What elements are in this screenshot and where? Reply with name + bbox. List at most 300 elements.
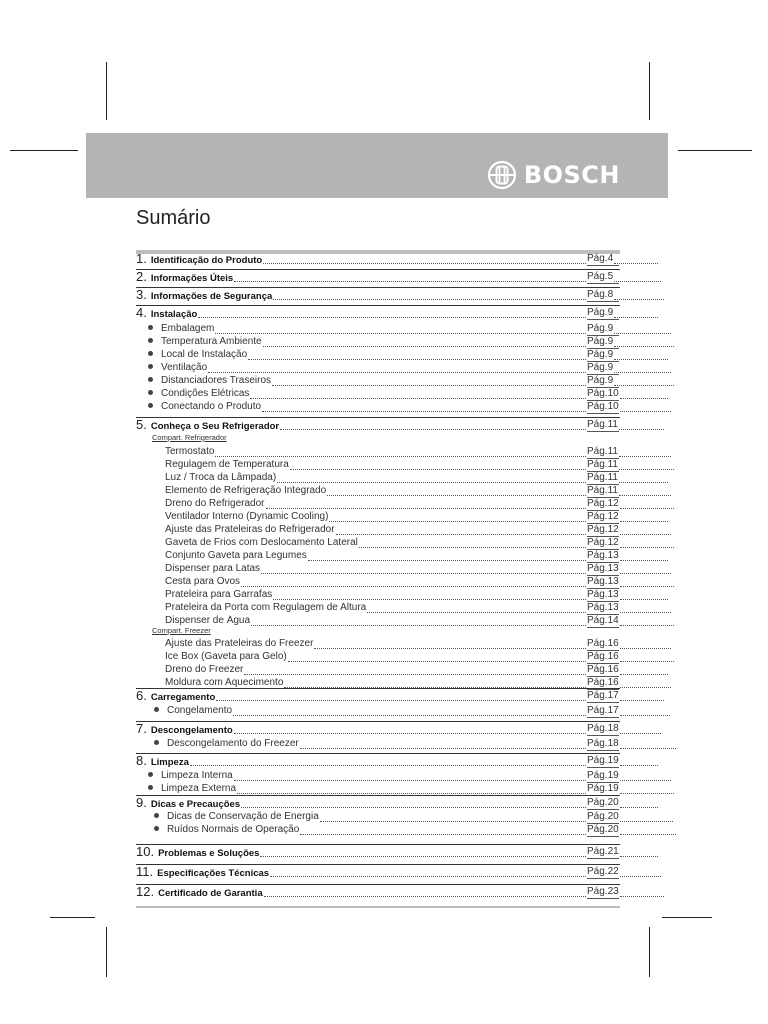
toc-label [165, 498, 265, 509]
toc-label [165, 446, 214, 457]
page-underline [587, 301, 619, 302]
toc-page-number: Pág.10 [587, 388, 619, 399]
toc-item-row[interactable] [0, 550, 768, 564]
bullet-icon [148, 338, 153, 343]
toc-item-row[interactable] [0, 589, 768, 603]
toc-item-row[interactable] [0, 651, 768, 665]
bullet-icon [148, 403, 153, 408]
toc-label [165, 677, 283, 688]
toc-page-number: Pág.13 [587, 563, 619, 574]
dot-leader-trailing [620, 792, 674, 794]
toc-label [165, 550, 307, 561]
toc-label [165, 485, 326, 496]
section-separator [136, 884, 620, 885]
toc-label-text: Ruídos Normais de Operação [167, 824, 300, 835]
dot-leader [248, 358, 586, 360]
dot-leader-trailing [614, 262, 658, 264]
toc-section-number: 11. [136, 866, 154, 879]
dot-leader-trailing [614, 280, 661, 282]
toc-section-row[interactable] [0, 271, 768, 285]
toc-section-number: 3. [136, 289, 147, 302]
dot-leader [241, 585, 586, 587]
toc-item-row[interactable] [0, 323, 768, 337]
dot-leader-trailing [620, 585, 674, 587]
dot-leader-trailing [620, 833, 676, 835]
toc-label-text: Limpeza Externa [161, 783, 237, 794]
toc-item-row[interactable] [0, 537, 768, 551]
toc-item-row[interactable] [0, 576, 768, 590]
toc-section-row[interactable] [0, 253, 768, 267]
dot-leader-trailing [619, 494, 671, 496]
toc-item-row[interactable] [0, 824, 768, 838]
dot-leader-trailing [620, 559, 668, 561]
toc-page-number: Pág.19 [587, 770, 619, 781]
toc-label-text: Conheça o Seu Refrigerador [150, 421, 280, 432]
dot-leader-trailing [620, 820, 673, 822]
toc-page-number: Pág.13 [587, 550, 619, 561]
toc-item-row[interactable] [0, 638, 768, 652]
dot-leader [273, 598, 586, 600]
toc-label [136, 846, 259, 859]
section-separator [136, 305, 620, 306]
toc-label-text: Luz / Troca da Lâmpada) [165, 472, 277, 483]
toc-page-number: Pág.13 [587, 576, 619, 587]
toc-page-number: Pág.20 [587, 824, 619, 835]
toc-section-number: 4. [136, 307, 147, 320]
toc-label [165, 651, 287, 662]
dot-leader [359, 546, 586, 548]
toc-page-number: Pág.13 [587, 602, 619, 613]
dot-leader-trailing [614, 358, 668, 360]
toc-label [165, 638, 313, 649]
toc-page-number: Pág.8 [587, 289, 614, 300]
section-separator [136, 753, 620, 754]
dot-leader [234, 732, 586, 734]
toc-label [148, 401, 261, 412]
dot-leader-trailing [620, 660, 674, 662]
toc-label-text: Ventilação [161, 362, 208, 373]
toc-label [165, 563, 260, 574]
bullet-icon [148, 785, 153, 790]
toc-label-text: Ice Box (Gaveta para Gelo) [165, 651, 287, 662]
toc-label-text: Prateleira para Garrafas [165, 589, 273, 600]
toc-label [165, 472, 276, 483]
toc-label [165, 537, 358, 548]
page-underline [587, 319, 619, 320]
dot-leader [290, 468, 586, 470]
section-separator [136, 721, 620, 722]
toc-label [165, 664, 243, 675]
section-separator [136, 417, 620, 418]
dot-leader-trailing [620, 714, 670, 716]
dot-leader [288, 660, 586, 662]
dot-leader [241, 806, 586, 808]
toc-item-row[interactable] [0, 459, 768, 473]
toc-page-number: Pág.11 [587, 485, 618, 496]
dot-leader [273, 298, 586, 300]
toc-label [136, 419, 279, 432]
toc-page-number: Pág.17 [587, 705, 619, 716]
page-underline [587, 431, 619, 432]
toc-page-number: Pág.18 [587, 723, 619, 734]
toc-label [165, 602, 366, 613]
page-underline [587, 898, 619, 899]
page-underline [587, 735, 619, 736]
toc-page-number: Pág.10 [587, 401, 619, 412]
toc-label-text: Moldura com Aquecimento [165, 677, 284, 688]
toc-label-text: Descongelamento do Freezer [167, 738, 299, 749]
page-underline [587, 750, 619, 751]
toc-section-row[interactable] [0, 797, 768, 811]
toc-item-row[interactable] [0, 498, 768, 512]
dot-leader [233, 714, 586, 716]
dot-leader-trailing [619, 468, 674, 470]
dot-leader-trailing [614, 298, 664, 300]
dot-leader-trailing [620, 572, 671, 574]
bullet-icon [154, 813, 159, 818]
toc-label-text: Dicas de Conservação de Energia [167, 811, 319, 822]
dot-leader [327, 494, 586, 496]
bullet-icon [148, 772, 153, 777]
toc-page-number: Pág.9 [587, 375, 614, 386]
toc-page-number: Pág.14 [587, 615, 619, 626]
dot-leader-trailing [620, 397, 668, 399]
toc-label [165, 615, 250, 626]
toc-label-text: Termostato [165, 446, 215, 457]
toc-page-number: Pág.23 [587, 886, 619, 897]
toc-label [148, 375, 271, 386]
toc-page-number: Pág.5 [587, 271, 614, 282]
toc-label [148, 770, 233, 781]
toc-item-row[interactable] [0, 375, 768, 389]
toc-label [136, 797, 240, 810]
dot-leader-trailing [620, 546, 674, 548]
dot-leader [260, 855, 586, 857]
toc-label-text: Dispenser de Água [165, 615, 251, 626]
dot-leader-trailing [620, 875, 661, 877]
toc-item-row[interactable] [0, 446, 768, 460]
dot-leader-trailing [620, 747, 676, 749]
dot-leader [215, 455, 586, 457]
toc-label-text: Cesta para Ovos [165, 576, 241, 587]
toc-item-row[interactable] [0, 472, 768, 486]
page-underline [587, 702, 619, 703]
bullet-icon [154, 707, 159, 712]
toc-section-row[interactable] [0, 690, 768, 704]
toc-item-row[interactable] [0, 336, 768, 350]
dot-leader-trailing [620, 520, 668, 522]
toc-label-text: Instalação [150, 309, 198, 320]
toc-label-text: Regulagem de Temperatura [165, 459, 289, 470]
toc-label-text: Descongelamento [150, 725, 233, 736]
toc-label [165, 576, 240, 587]
dot-leader [300, 833, 586, 835]
dot-leader [277, 481, 586, 483]
toc-section-number: 8. [136, 755, 147, 768]
toc-section-row[interactable] [0, 307, 768, 321]
toc-item-row[interactable] [0, 511, 768, 525]
toc-label-text: Ajuste das Prateleiras do Freezer [165, 638, 314, 649]
dot-leader-trailing [620, 410, 671, 412]
toc-compartment-row[interactable] [0, 433, 768, 447]
dot-leader-trailing [620, 895, 664, 897]
toc-page-number: Pág.18 [587, 738, 619, 749]
dot-leader [190, 764, 586, 766]
toc-label-text: Dicas e Precauções [150, 799, 241, 810]
dot-leader [234, 779, 586, 781]
dot-leader [250, 397, 586, 399]
dot-leader-trailing [620, 647, 671, 649]
toc-label-text: Problemas e Soluções [158, 848, 260, 859]
toc-page-number: Pág.12 [587, 524, 619, 535]
toc-label [152, 626, 211, 635]
toc-label [148, 783, 236, 794]
dot-leader [216, 699, 586, 701]
toc-section-row[interactable] [0, 886, 768, 900]
dot-leader-trailing [619, 428, 664, 430]
toc-page-number: Pág.12 [587, 511, 619, 522]
dot-leader-trailing [620, 806, 658, 808]
dot-leader-trailing [620, 598, 668, 600]
dot-leader-trailing [620, 699, 664, 701]
dot-leader [237, 792, 586, 794]
dot-leader-trailing [620, 686, 671, 688]
page-underline [587, 809, 619, 810]
dot-leader-trailing [620, 673, 668, 675]
toc-item-row[interactable] [0, 388, 768, 402]
toc-label [136, 253, 262, 266]
toc-label [154, 811, 319, 822]
toc-item-row[interactable] [0, 563, 768, 577]
toc-label [165, 459, 289, 470]
bullet-icon [148, 364, 153, 369]
toc-label-text: Dreno do Refrigerador [165, 498, 265, 509]
toc-label [136, 755, 189, 768]
toc-section-number: 9. [136, 797, 147, 810]
bullet-icon [148, 351, 153, 356]
toc-label [148, 336, 262, 347]
toc-page-number: Pág.13 [587, 589, 619, 600]
toc-section-row[interactable] [0, 755, 768, 769]
toc-label-text: Informações de Segurança [150, 291, 273, 302]
toc-page-number: Pág.16 [587, 638, 619, 649]
dot-leader [261, 572, 586, 574]
toc-section-number: 7. [136, 723, 147, 736]
toc-label [154, 705, 232, 716]
dot-leader-trailing [620, 533, 671, 535]
toc-label [136, 866, 269, 879]
toc-label [154, 738, 299, 749]
toc-label-text: Carregamento [150, 692, 216, 703]
dot-leader-trailing [620, 611, 671, 613]
toc-label-text: Limpeza [150, 757, 189, 768]
toc-label [136, 289, 272, 302]
dot-leader-trailing [614, 384, 674, 386]
toc-item-row[interactable] [0, 705, 768, 719]
dot-leader-trailing [620, 764, 658, 766]
brand-name: BOSCH [523, 161, 620, 189]
dot-leader [244, 673, 586, 675]
toc-page-number: Pág.9 [587, 362, 614, 373]
toc-page-number: Pág.9 [587, 349, 614, 360]
toc-page-number: Pág.12 [587, 537, 619, 548]
dot-leader [280, 428, 586, 430]
toc-section-row[interactable] [0, 289, 768, 303]
section-separator [136, 844, 620, 845]
toc-label [136, 886, 263, 899]
page-underline [587, 878, 619, 879]
dot-leader [320, 820, 586, 822]
bullet-icon [154, 740, 159, 745]
page-underline [587, 717, 619, 718]
page-underline [587, 283, 619, 284]
toc-section-number: 10. [136, 846, 155, 859]
page-underline [587, 836, 619, 837]
toc-label [154, 824, 299, 835]
dot-leader [264, 895, 586, 897]
toc-item-row[interactable] [0, 524, 768, 538]
toc-page-number: Pág.11 [587, 446, 618, 457]
toc-page-number: Pág.19 [587, 755, 619, 766]
toc-label-text: Compart. Freezer [152, 626, 211, 635]
page-title: Sumário [136, 207, 211, 229]
toc-label [148, 349, 247, 360]
toc-page-number: Pág.11 [587, 459, 618, 470]
toc-page-number: Pág.21 [587, 846, 619, 857]
section-separator [136, 864, 620, 865]
toc-section-row[interactable] [0, 866, 768, 880]
toc-item-row[interactable] [0, 664, 768, 678]
toc-label [152, 433, 227, 442]
toc-label-text: Identificação do Produto [150, 255, 263, 266]
toc-item-row[interactable] [0, 401, 768, 415]
toc-label-text: Certificado de Garantia [158, 888, 263, 899]
toc-page-number: Pág.9 [587, 323, 614, 334]
toc-label [165, 524, 335, 535]
page-underline [587, 767, 619, 768]
dot-leader [314, 647, 586, 649]
section-separator [136, 688, 620, 689]
section-separator [136, 269, 620, 270]
toc-label-text: Prateleira da Porta com Regulagem de Altura [165, 602, 367, 613]
toc-page-number: Pág.11 [587, 472, 618, 483]
toc-item-row[interactable] [0, 362, 768, 376]
toc-item-row[interactable] [0, 349, 768, 363]
toc-section-number: 5. [136, 419, 147, 432]
toc-label [165, 589, 272, 600]
dot-leader-trailing [614, 345, 674, 347]
toc-item-row[interactable] [0, 485, 768, 499]
toc-label [148, 388, 249, 399]
toc-page-number: Pág.9 [587, 307, 614, 318]
bullet-icon [154, 826, 159, 831]
toc-page-number: Pág.17 [587, 690, 619, 701]
toc-page-number: Pág.20 [587, 811, 619, 822]
toc-label [136, 723, 233, 736]
dot-leader-trailing [620, 507, 674, 509]
dot-leader [300, 747, 586, 749]
toc-section-row[interactable] [0, 846, 768, 860]
toc-label-text: Dreno do Freezer [165, 664, 244, 675]
dot-leader-trailing [620, 732, 661, 734]
dot-leader [262, 410, 586, 412]
toc-bottom-bar [136, 906, 620, 908]
dot-leader [367, 611, 586, 613]
dot-leader [308, 559, 586, 561]
dot-leader [215, 332, 586, 334]
toc-label-text: Distanciadores Traseiros [161, 375, 272, 386]
dot-leader [234, 280, 586, 282]
toc-section-row[interactable] [0, 723, 768, 737]
toc-item-row[interactable] [0, 770, 768, 784]
toc-item-row[interactable] [0, 738, 768, 752]
toc-item-row[interactable] [0, 811, 768, 825]
toc-label-text: Temperatura Ambiente [161, 336, 262, 347]
toc-item-row[interactable] [0, 602, 768, 616]
toc-page-number: Pág.4 [587, 253, 614, 264]
dot-leader [266, 507, 587, 509]
toc-label-text: Dispenser para Latas [165, 563, 261, 574]
toc-label [148, 362, 207, 373]
dot-leader-trailing [620, 855, 658, 857]
dot-leader-trailing [619, 455, 671, 457]
bullet-icon [148, 390, 153, 395]
toc-label-text: Congelamento [167, 705, 233, 716]
toc-label-text: Conectando o Produto [161, 401, 262, 412]
toc-label-text: Compart. Refrigerador [152, 433, 227, 442]
dot-leader [263, 262, 586, 264]
toc-page-number: Pág.19 [587, 783, 619, 794]
toc-section-number: 1. [136, 253, 147, 266]
toc-label-text: Conjunto Gaveta para Legumes [165, 550, 307, 561]
section-separator [136, 287, 620, 288]
dot-leader-trailing [614, 332, 671, 334]
section-separator [136, 795, 620, 796]
toc-page-number: Pág.16 [587, 664, 619, 675]
dot-leader-trailing [614, 316, 658, 318]
toc-label-text: Embalagem [161, 323, 215, 334]
toc-label-text: Gaveta de Frios com Deslocamento Lateral [165, 537, 358, 548]
dot-leader [198, 316, 586, 318]
toc-section-number: 6. [136, 690, 147, 703]
toc-page-number: Pág.9 [587, 336, 614, 347]
dot-leader-trailing [614, 371, 671, 373]
toc-section-number: 2. [136, 271, 147, 284]
toc-label-text: Local de Instalação [161, 349, 248, 360]
bullet-icon [148, 325, 153, 330]
toc-label [148, 323, 214, 334]
toc-label-text: Ajuste das Prateleiras do Refrigerador [165, 524, 335, 535]
toc-page-number: Pág.20 [587, 797, 619, 808]
toc-section-number: 12. [136, 886, 155, 899]
toc-section-row[interactable] [0, 419, 768, 433]
toc-label-text: Ventilador Interno (Dynamic Cooling) [165, 511, 329, 522]
page-underline [587, 413, 619, 414]
toc-label [165, 511, 328, 522]
dot-leader [272, 384, 586, 386]
toc-label-text: Elemento de Refrigeração Integrado [165, 485, 327, 496]
toc-page-number: Pág.16 [587, 651, 619, 662]
toc-label [136, 307, 197, 320]
toc-label [136, 271, 233, 284]
dot-leader [263, 345, 586, 347]
toc-page-number: Pág.11 [587, 419, 618, 430]
dot-leader [208, 371, 586, 373]
page-underline [587, 265, 619, 266]
bullet-icon [148, 377, 153, 382]
dot-leader [270, 875, 586, 877]
dot-leader [329, 520, 586, 522]
